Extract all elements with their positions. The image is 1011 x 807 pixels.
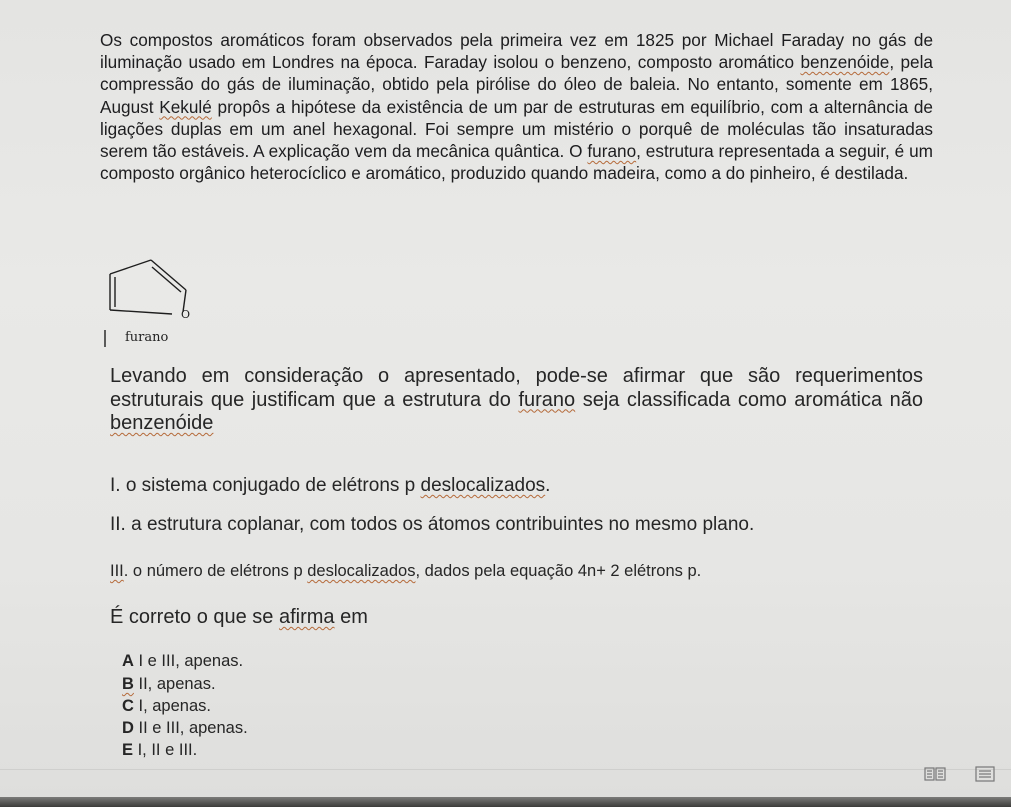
option-d[interactable]: D II e III, apenas. (122, 719, 248, 737)
option-letter: D (122, 719, 134, 737)
intro-paragraph: Os compostos aromáticos foram observados pela primeira vez em 1825 por Michael Faraday no gás de iluminação usado em Londres na época. Faraday isolou o benzeno, composto aromático benzenóide, pela compressão do gás de iluminação, obtido pela pirólise do óleo de baleia. No entanto, somente em 1865, August Kekulé propôs a hipótese da existência de um par de estruturas em equilíbrio, com a alternância de ligações duplas em um anel hexagonal. Foi sempre um mistério o porquê de moléculas tão insaturadas serem tão estáveis. A explicação vem da mecânica quântica. O furano, estrutura representada a seguir, é um composto orgânico heterocíclico e aromático, produzido quando madeira, como a do pinheiro, é destilada. (100, 30, 933, 184)
divider (0, 769, 1011, 770)
furan-structure (98, 252, 208, 347)
option-letter: A (122, 652, 134, 670)
spellcheck-word: benzenóide (110, 412, 214, 434)
figure-label: furano (125, 330, 169, 345)
question-stem: Levando em consideração o apresentado, pode-se afirmar que são requerimentos estruturais que justificam que a estrutura do furano seja classificada como aromática não benzenóide (110, 365, 923, 434)
option-letter: C (122, 697, 134, 715)
spellcheck-word: deslocalizados (307, 562, 416, 580)
menu-icon[interactable] (974, 766, 996, 782)
option-letter: B (122, 675, 134, 693)
option-e[interactable]: E I, II e III. (122, 741, 198, 759)
statement-2: II. a estrutura coplanar, com todos os átomos contribuintes no mesmo plano. (110, 514, 755, 535)
oxygen-atom: O (181, 308, 191, 321)
spellcheck-word: afirma (278, 606, 335, 628)
spellcheck-word: furano (587, 141, 637, 162)
screen-bezel (0, 797, 1011, 807)
option-a[interactable]: A I e III, apenas. (122, 652, 244, 670)
spellcheck-word: furano (518, 388, 576, 411)
option-letter: E (122, 741, 134, 759)
statement-1: I. o sistema conjugado de elétrons p deslocalizados. (110, 475, 551, 496)
option-b[interactable]: B II, apenas. (122, 675, 216, 693)
statement-3: III. o número de elétrons p deslocalizados, dados pela equação 4n+ 2 elétrons p. (110, 562, 702, 580)
spellcheck-word: Kekulé (159, 96, 212, 117)
answer-prompt: É correto o que se afirma em (110, 606, 368, 628)
reader-view-icon[interactable] (924, 766, 946, 782)
spellcheck-word: deslocalizados (420, 475, 546, 496)
option-c[interactable]: C I, apenas. (122, 697, 211, 715)
spellcheck-word: benzenóide (800, 52, 890, 73)
